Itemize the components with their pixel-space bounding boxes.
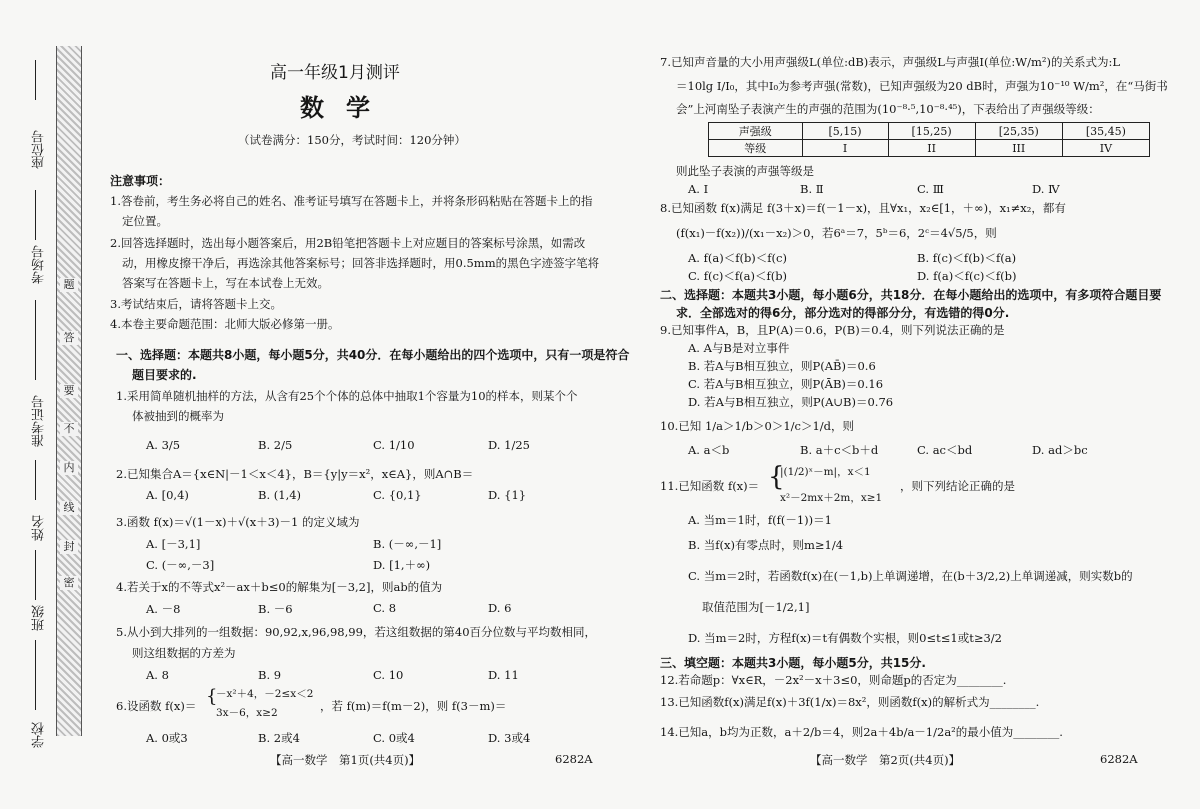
seal-char: 不 — [60, 422, 78, 436]
option: B. 当f(x)有零点时，则m≥1/4 — [688, 538, 844, 552]
question-6: 6.设函数 f(x)＝ — [116, 699, 197, 713]
question-8: 8.已知函数 f(x)满足 f(3＋x)＝f(－1－x)，且∀x₁，x₂∈[1，＋∞)，x₁≠x₂，都有 — [660, 201, 1066, 215]
class-label: 班级 — [32, 605, 47, 631]
room-label: 考场号 — [32, 245, 47, 284]
option: C. 当m＝2时，若函数f(x)在(－1,b)上单调递增，在(b＋3/2,2)上单调递减，则实数b的 — [688, 569, 1133, 583]
notice-line: 2.回答选择题时，选出每小题答案后，用2B铅笔把答题卡上对应题目的答案标号涂黑，如需改 — [110, 236, 586, 250]
name-label: 姓名 — [32, 515, 47, 541]
underline — [35, 300, 36, 380]
table-cell: [5,15) — [802, 123, 888, 140]
underline — [35, 550, 36, 600]
underline — [35, 60, 36, 100]
option: C. 1/10 — [373, 438, 415, 452]
seal-char: 答 — [60, 331, 78, 345]
option: C. 0或4 — [373, 731, 415, 745]
option: B. 2/5 — [258, 438, 293, 452]
seal-char: 要 — [60, 384, 78, 398]
seat-label: 座位号 — [32, 130, 47, 169]
piece-2: 3x－6，x≥2 — [216, 707, 278, 719]
page-one — [110, 0, 630, 809]
piece-2: x²－2mx＋2m，x≥1 — [780, 492, 883, 504]
seal-line-strip — [56, 46, 82, 736]
section-three-heading: 三、填空题：本题共3小题，每小题5分，共15分. — [660, 656, 926, 670]
brace: { — [768, 462, 785, 492]
option: D. ad＞bc — [1032, 443, 1088, 457]
option: C. {0,1} — [373, 488, 422, 502]
notice-line: 定位置。 — [122, 214, 168, 228]
ticket-label: 准考证号 — [32, 395, 47, 447]
brace: { — [206, 686, 218, 707]
option: B. (1,4) — [258, 488, 302, 502]
question-5: 5.从小到大排列的一组数据：90,92,x,96,98,99，若这组数据的第40百分位数与平均数相同， — [116, 625, 597, 639]
question-1: 1.采用简单随机抽样的方法，从含有25个个体的总体中抽取1个容量为10的样本，则某个个 — [116, 389, 578, 403]
exam-title: 高一年级1月测评 — [270, 63, 400, 83]
option: D. [1,＋∞) — [373, 558, 431, 572]
option: B. 2或4 — [258, 731, 300, 745]
question-7-cont: 会”上河南坠子表演产生的声强的范围为(10⁻⁸·⁵,10⁻⁸·⁴⁵)，下表给出了声强级等级： — [676, 102, 1100, 116]
question-13: 13.已知函数f(x)满足f(x)＋3f(1/x)＝8x²，则函数f(x)的解析式为________. — [660, 695, 1040, 709]
notice-line: 动，用橡皮擦干净后，再选涂其他答案标号；回答非选择题时，用0.5mm的黑色字迹签字笔将 — [122, 256, 600, 270]
question-3: 3.函数 f(x)＝√(1－x)＋√(x＋3)－1 的定义域为 — [116, 515, 360, 529]
table-row — [709, 123, 1150, 140]
option: A. a＜b — [688, 443, 730, 457]
piece-1: －x²＋4，－2≤x＜2 — [216, 688, 314, 700]
question-11-cont: ，则下列结论正确的是 — [900, 479, 1015, 493]
option: A. 0或3 — [146, 731, 188, 745]
option: B. a＋c＜b＋d — [800, 443, 879, 457]
table-cell: IV — [1062, 140, 1149, 157]
option: D. 11 — [488, 668, 519, 682]
option: C. 8 — [373, 601, 397, 615]
page-footer: 【高一数学 第1页(共4页)】 — [270, 753, 421, 767]
table-cell: II — [888, 140, 975, 157]
option: B. －6 — [258, 602, 293, 616]
notice-heading: 注意事项： — [110, 174, 171, 188]
table-cell: [35,45) — [1062, 123, 1149, 140]
option: C. ac＜bd — [917, 443, 973, 457]
subject-title: 数学 — [300, 94, 392, 122]
question-7-cont: 则此坠子表演的声强等级是 — [676, 164, 814, 178]
question-5-cont: 则这组数据的方差为 — [132, 646, 236, 660]
option: D. 若A与B相互独立，则P(A∪B)＝0.76 — [688, 395, 894, 409]
notice-line: 答案写在答题卡上，写在本试卷上无效。 — [122, 276, 329, 290]
option: B. Ⅱ — [800, 182, 824, 196]
seal-char: 内 — [60, 461, 78, 475]
page-two — [660, 0, 1168, 809]
option: C. 若A与B相互独立，则P(ĀB)＝0.16 — [688, 377, 884, 391]
seal-char: 题 — [60, 278, 78, 292]
option: A. 当m＝1时，f(f(－1))＝1 — [688, 513, 832, 527]
table-cell: 声强级 — [709, 123, 803, 140]
section-two-heading: 二、选择题：本题共3小题，每小题6分，共18分．在每小题给出的选项中，有多项符合题目要 — [660, 288, 1162, 302]
option: D. f(a)＜f(c)＜f(b) — [917, 269, 1017, 283]
option: B. (－∞,－1] — [373, 537, 442, 551]
piece-1: |(1/2)ˣ－m|，x＜1 — [780, 466, 871, 478]
option: D. Ⅳ — [1032, 182, 1060, 196]
seal-char: 线 — [60, 501, 78, 515]
question-9: 9.已知事件A，B，且P(A)＝0.6，P(B)＝0.4，则下列说法正确的是 — [660, 323, 1005, 337]
option: B. f(c)＜f(b)＜f(a) — [917, 251, 1017, 265]
option: A. Ⅰ — [688, 182, 709, 196]
seal-char: 密 — [60, 576, 78, 590]
option: C. (－∞,－3] — [146, 558, 215, 572]
question-11: 11.已知函数 f(x)＝ — [660, 479, 760, 493]
table-cell: III — [975, 140, 1062, 157]
section-two-heading-cont: 求．全部选对的得6分，部分选对的得部分分，有选错的得0分. — [676, 306, 1010, 320]
option: A. f(a)＜f(b)＜f(c) — [688, 251, 787, 265]
underline — [35, 190, 36, 240]
question-8-cont: (f(x₁)－f(x₂))/(x₁－x₂)＞0，若6ᵃ＝7，5ᵇ＝6，2ᶜ＝4√5/5，则 — [676, 226, 997, 240]
question-1-cont: 体被抽到的概率为 — [132, 409, 224, 423]
notice-line: 3.考试结束后，请将答题卡上交。 — [110, 297, 282, 311]
question-2: 2.已知集合A＝{x∈N|－1＜x＜4}，B＝{y|y＝x²，x∈A}，则A∩B＝ — [116, 467, 474, 481]
option: D. 1/25 — [488, 438, 530, 452]
school-label: 学校 — [32, 722, 47, 748]
section-one-heading: 一、选择题：本题共8小题，每小题5分，共40分．在每小题给出的四个选项中，只有一项是符合 — [116, 348, 630, 362]
option-cont: 取值范围为[－1/2,1] — [702, 600, 810, 614]
option: B. 若A与B相互独立，则P(AB̄)＝0.6 — [688, 359, 876, 373]
underline — [35, 460, 36, 500]
table-cell: 等级 — [709, 140, 803, 157]
question-4: 4.若关于x的不等式x²－ax＋b≤0的解集为[－3,2]，则ab的值为 — [116, 580, 443, 594]
option: D. 6 — [488, 601, 512, 615]
seal-char: 封 — [60, 540, 78, 554]
underline — [35, 640, 36, 710]
question-6-cont: ，若 f(m)＝f(m－2)，则 f(3－m)＝ — [320, 699, 507, 713]
page-footer: 【高一数学 第2页(共4页)】 — [810, 753, 961, 767]
option: A. A与B是对立事件 — [688, 341, 790, 355]
option: C. f(c)＜f(a)＜f(b) — [688, 269, 788, 283]
option: A. [0,4) — [146, 488, 189, 502]
option: A. [－3,1] — [146, 537, 201, 551]
notice-line: 1.答卷前，考生务必将自己的姓名、准考证号填写在答题卡上，并将条形码粘贴在答题卡上的指 — [110, 194, 593, 208]
option: A. －8 — [146, 602, 181, 616]
question-14: 14.已知a，b均为正数，a＋2/b＝4，则2a＋4b/a－1/2a²的最小值为________. — [660, 725, 1063, 739]
option: A. 8 — [146, 668, 169, 682]
question-7-cont: ＝10lg I/I₀，其中I₀为参考声强(常数)，已知声强级为20 dB时，声强为10⁻¹⁰ W/m²，在“马街书 — [676, 79, 1168, 93]
notice-line: 4.本卷主要命题范围：北师大版必修第一册。 — [110, 317, 340, 331]
option: C. Ⅲ — [917, 182, 944, 196]
table-cell: I — [802, 140, 888, 157]
paper-code: 6282A — [1100, 752, 1138, 766]
option: D. 当m＝2时，方程f(x)＝t有偶数个实根，则0≤t≤1或t≥3/2 — [688, 631, 1002, 645]
paper-code: 6282A — [555, 752, 593, 766]
question-12: 12.若命题p：∀x∈R，－2x²－x＋3≤0，则命题p的否定为________. — [660, 673, 1007, 687]
table-cell: [15,25) — [888, 123, 975, 140]
question-7: 7.已知声音量的大小用声强级L(单位:dB)表示，声强级L与声强I(单位:W/m²)的关系式为:L — [660, 55, 1121, 69]
option: D. 3或4 — [488, 731, 531, 745]
full-mark-note: （试卷满分：150分，考试时间：120分钟） — [238, 133, 466, 147]
option: B. 9 — [258, 668, 282, 682]
section-one-heading-cont: 题目要求的. — [132, 368, 197, 382]
sound-level-table — [708, 122, 1150, 157]
table-cell: [25,35) — [975, 123, 1062, 140]
question-10: 10.已知 1/a＞1/b＞0＞1/c＞1/d，则 — [660, 419, 855, 433]
option: D. {1} — [488, 488, 527, 502]
option: A. 3/5 — [146, 438, 181, 452]
table-row — [709, 140, 1150, 157]
option: C. 10 — [373, 668, 404, 682]
